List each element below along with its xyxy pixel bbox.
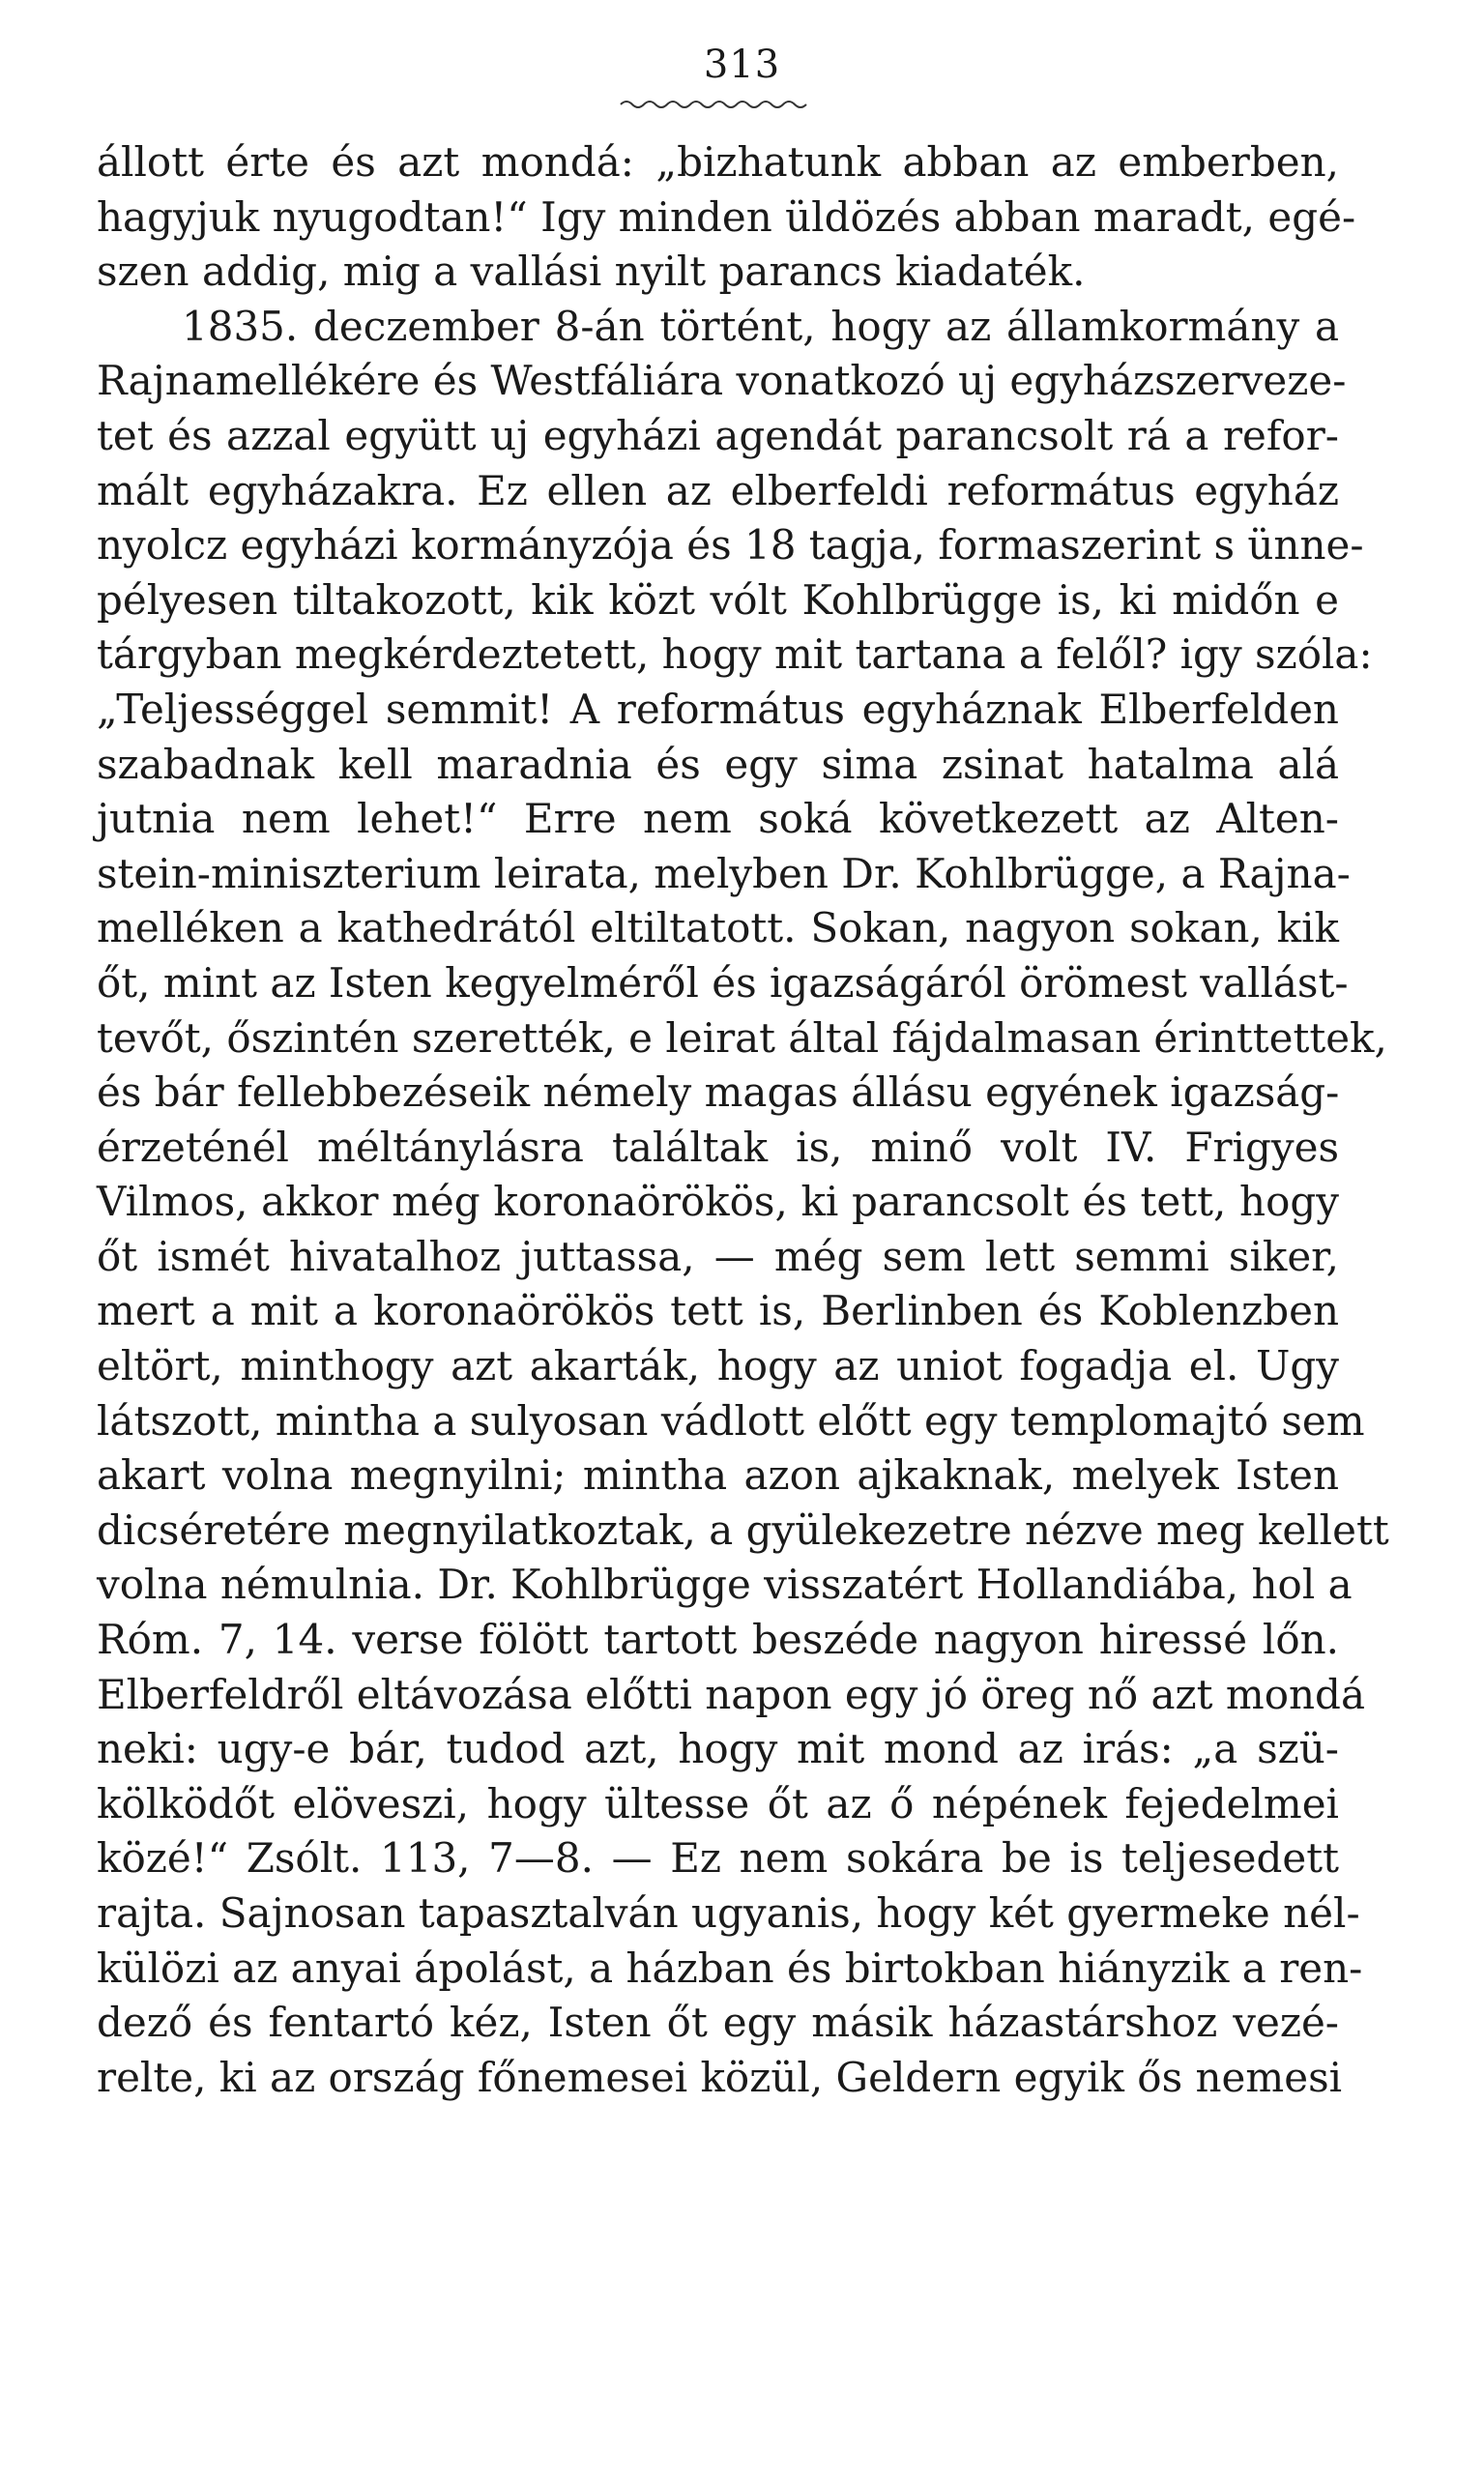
text-line: pélyesen tiltakozott, kik közt vólt Kohlbrügge is, ki midőn e — [97, 575, 1339, 624]
text-line: mert a mit a koronaörökös tett is, Berlinben és Koblenzben — [97, 1287, 1339, 1335]
text-line: volna némulnia. Dr. Kohlbrügge visszatért Hollandiába, hol a — [97, 1561, 1353, 1609]
text-line: rajta. Sajnosan tapasztalván ugyanis, hogy két gyermeke nél- — [97, 1889, 1360, 1937]
text-line: Elberfeldről eltávozása előtti napon egy jó öreg nő azt mondá — [97, 1670, 1365, 1718]
text-line: neki: ugy-e bár, tudod azt, hogy mit mond az irás: „a szü- — [97, 1725, 1339, 1773]
wavy-rule-ornament — [619, 97, 812, 112]
text-line: nyolcz egyházi kormányzója és 18 tagja, formaszerint s ünne- — [97, 521, 1364, 570]
text-line: látszott, mintha a sulyosan vádlott előtt egy templomajtó sem — [97, 1396, 1365, 1445]
text-line: őt ismét hivatalhoz juttassa, — még sem lett semmi siker, — [97, 1232, 1339, 1280]
text-line: szabadnak kell maradnia és egy sima zsinat hatalma alá — [97, 740, 1339, 788]
text-line: tevőt, őszintén szerették, e leirat által fájdalmasan érinttettek, — [97, 1013, 1387, 1062]
text-line: szen addig, mig a vallási nyilt parancs kiadaték. — [97, 248, 1086, 296]
text-line: külözi az anyai ápolást, a házban és birtokban hiányzik a ren- — [97, 1944, 1363, 1992]
text-line: „Teljességgel semmit! A református egyháznak Elberfelden — [97, 685, 1339, 733]
text-line: eltört, minthogy azt akarták, hogy az uniot fogadja el. Ugy — [97, 1342, 1339, 1390]
text-line: közé!“ Zsólt. 113, 7—8. — Ez nem sokára be is teljesedett — [97, 1834, 1339, 1883]
text-line: állott érte és azt mondá: „bizhatunk abban az emberben, — [97, 138, 1339, 186]
text-line: dicséretére megnyilatkoztak, a gyülekezetre nézve meg kellett — [97, 1506, 1389, 1554]
text-line: Rajnamellékére és Westfáliára vonatkozó uj egyházszerveze- — [97, 357, 1347, 405]
text-line: 1835. deczember 8-án történt, hogy az államkormány a — [182, 302, 1339, 350]
text-line: dező és fentartó kéz, Isten őt egy másik házastárshoz vezé- — [97, 1999, 1339, 2047]
text-line: jutnia nem lehet!“ Erre nem soká következett az Alten- — [97, 795, 1339, 843]
text-line: stein-miniszterium leirata, melyben Dr. Kohlbrügge, a Rajna- — [97, 849, 1351, 897]
text-line: relte, ki az ország főnemesei közül, Geldern egyik ős nemesi — [97, 2053, 1343, 2101]
text-line: Róm. 7, 14. verse fölött tartott beszéde nagyon hiressé lőn. — [97, 1616, 1339, 1664]
text-line: mált egyházakra. Ez ellen az elberfeldi református egyház — [97, 466, 1339, 514]
body-text — [97, 135, 1389, 2105]
text-line: tárgyban megkérdeztetett, hogy mit tartana a felől? igy szóla: — [97, 630, 1373, 679]
page-number: 313 — [703, 43, 781, 87]
text-line: kölködőt elöveszi, hogy ültesse őt az ő népének fejedelmei — [97, 1779, 1339, 1827]
text-line: Vilmos, akkor még koronaörökös, ki parancsolt és tett, hogy — [97, 1178, 1339, 1226]
text-line: akart volna megnyilni; mintha azon ajkaknak, melyek Isten — [97, 1451, 1339, 1500]
text-line: érzeténél méltánylásra találtak is, minő volt IV. Frigyes — [97, 1123, 1339, 1171]
text-line: hagyjuk nyugodtan!“ Igy minden üldözés abban maradt, egé- — [97, 192, 1356, 241]
text-line: tet és azzal együtt uj egyházi agendát parancsolt rá a refor- — [97, 411, 1339, 459]
text-line: melléken a kathedrától eltiltatott. Sokan, nagyon sokan, kik — [97, 904, 1339, 952]
text-line: és bár fellebbezéseik némely magas állásu egyének igazság- — [97, 1068, 1340, 1117]
text-line: őt, mint az Isten kegyelméről és igazságáról örömest vallást- — [97, 958, 1349, 1007]
